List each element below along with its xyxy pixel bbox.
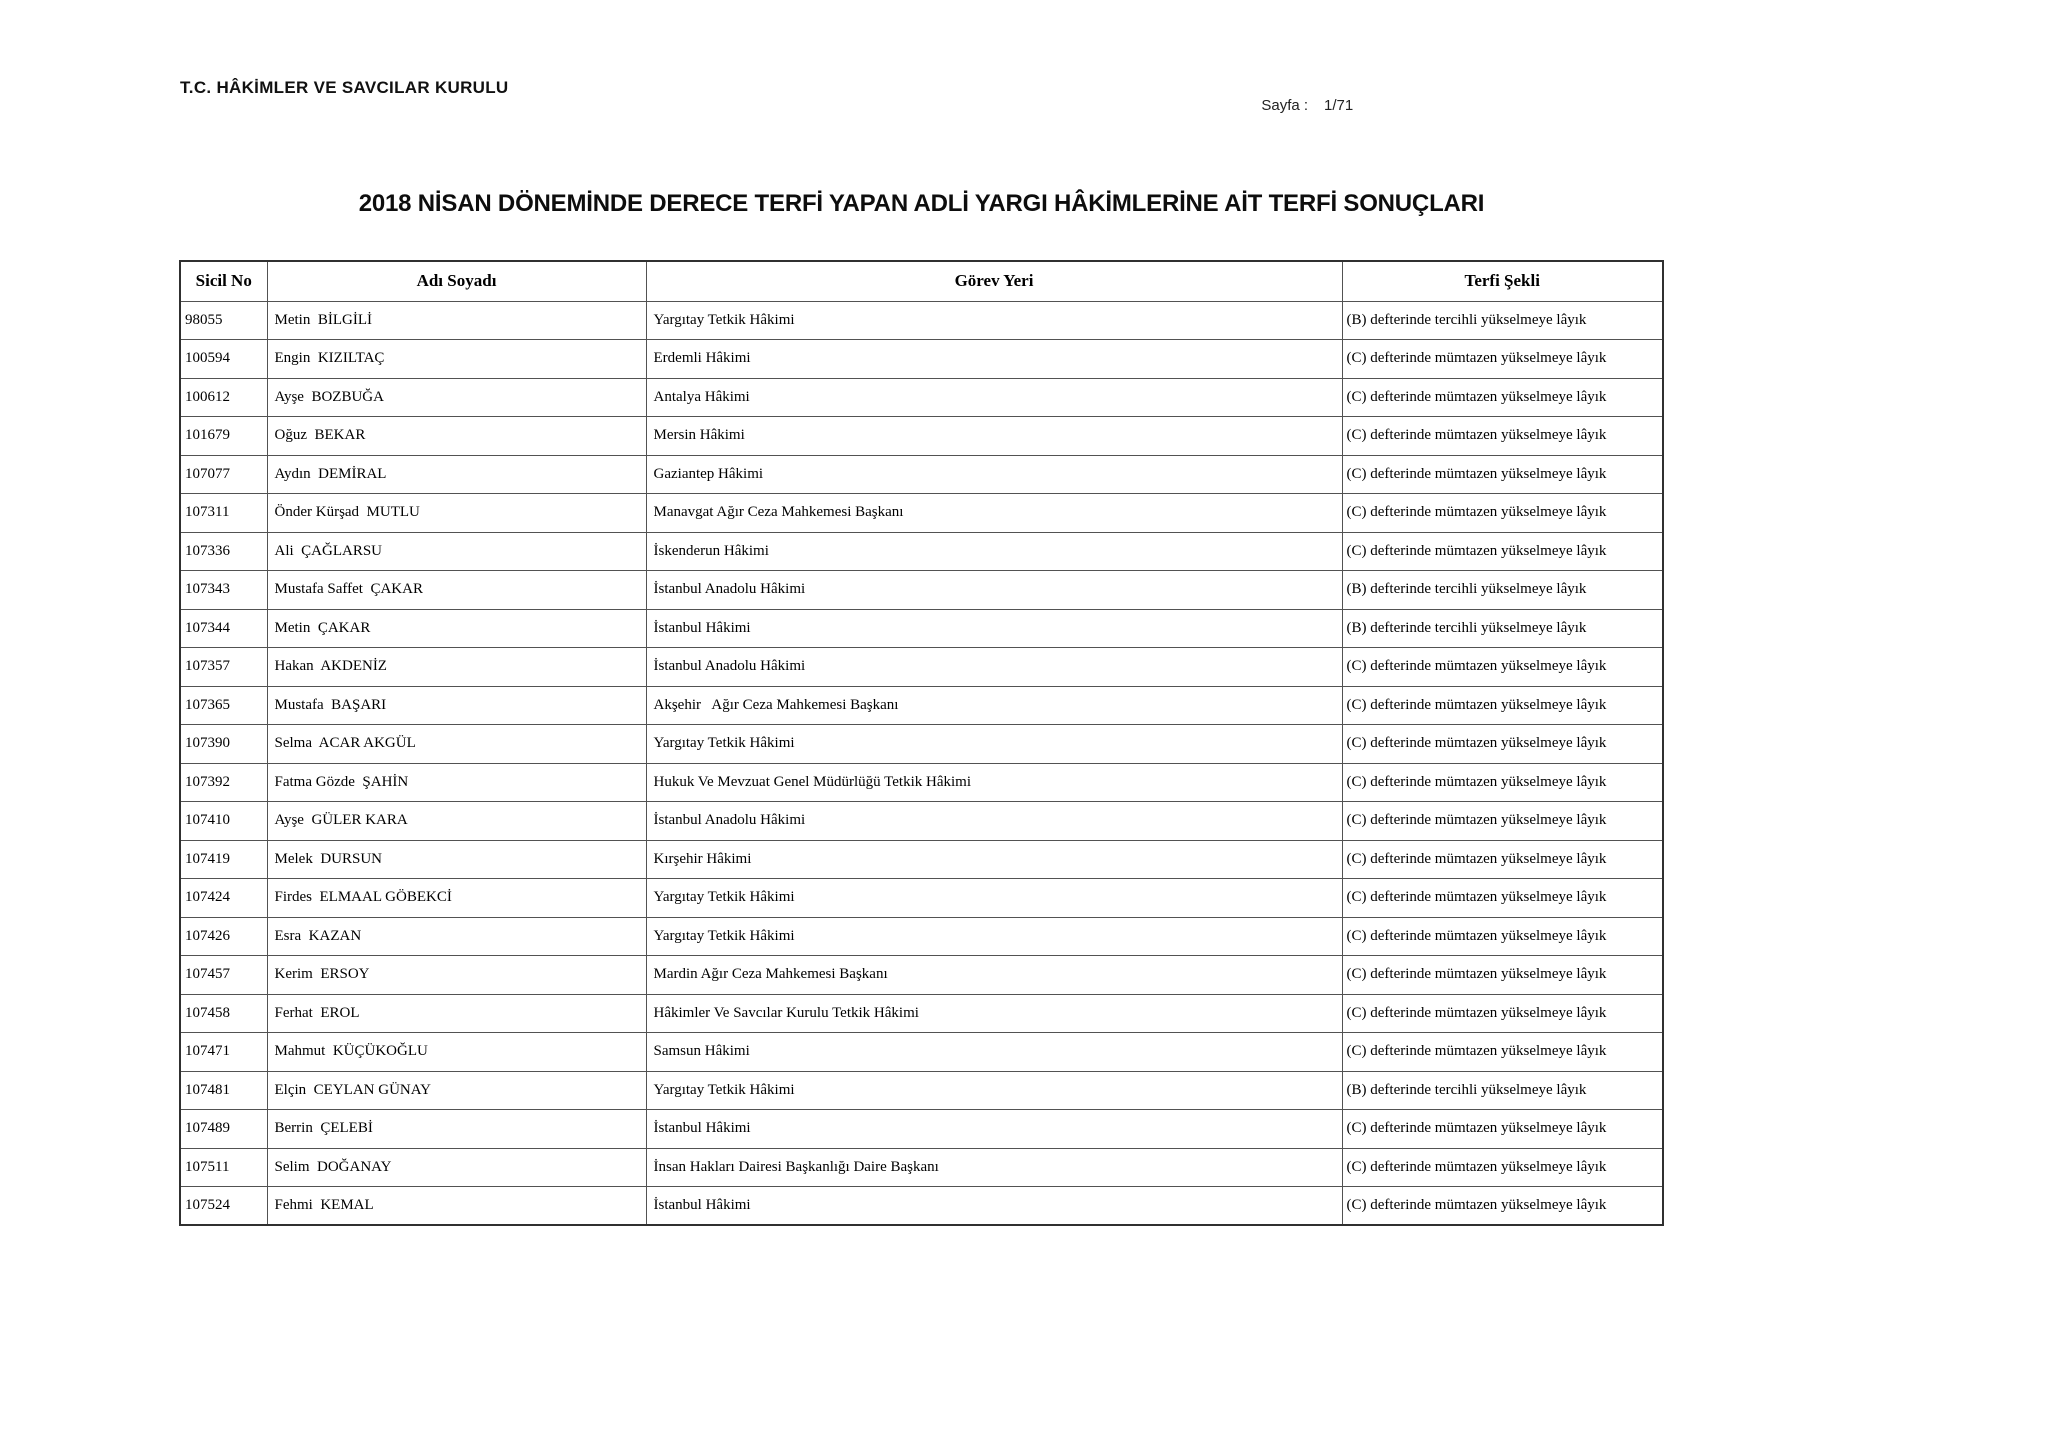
duty-station-cell: Kırşehir Hâkimi — [646, 840, 1342, 879]
duty-station-cell: İstanbul Anadolu Hâkimi — [646, 571, 1342, 610]
table-row — [180, 956, 1663, 995]
sicil-no-cell: 101679 — [180, 417, 267, 456]
duty-station-cell: İnsan Hakları Dairesi Başkanlığı Daire Başkanı — [646, 1148, 1342, 1187]
sicil-no-cell: 107424 — [180, 879, 267, 918]
table-row — [180, 802, 1663, 841]
table-row — [180, 994, 1663, 1033]
promotion-type-cell: (C) defterinde mümtazen yükselmeye lâyık — [1342, 802, 1663, 841]
sicil-no-cell: 107365 — [180, 686, 267, 725]
name-cell: Selma ACAR AKGÜL — [267, 725, 646, 764]
promotion-type-cell: (C) defterinde mümtazen yükselmeye lâyık — [1342, 686, 1663, 725]
duty-station-cell: İstanbul Anadolu Hâkimi — [646, 802, 1342, 841]
promotion-type-cell: (C) defterinde mümtazen yükselmeye lâyık — [1342, 725, 1663, 764]
duty-station-cell: İskenderun Hâkimi — [646, 532, 1342, 571]
promotion-type-cell: (C) defterinde mümtazen yükselmeye lâyık — [1342, 378, 1663, 417]
sicil-no-cell: 107457 — [180, 956, 267, 995]
duty-station-cell: Antalya Hâkimi — [646, 378, 1342, 417]
duty-station-cell: Manavgat Ağır Ceza Mahkemesi Başkanı — [646, 494, 1342, 533]
name-cell: Firdes ELMAAL GÖBEKCİ — [267, 879, 646, 918]
name-cell: Metin BİLGİLİ — [267, 301, 646, 340]
table-row — [180, 1033, 1663, 1072]
table-row — [180, 1148, 1663, 1187]
duty-station-cell: İstanbul Hâkimi — [646, 609, 1342, 648]
promotion-type-cell: (C) defterinde mümtazen yükselmeye lâyık — [1342, 1148, 1663, 1187]
agency-title: T.C. HÂKİMLER VE SAVCILAR KURULU — [180, 78, 509, 97]
sicil-no-cell: 107458 — [180, 994, 267, 1033]
sicil-no-cell: 98055 — [180, 301, 267, 340]
name-cell: Selim DOĞANAY — [267, 1148, 646, 1187]
promotion-type-cell: (B) defterinde tercihli yükselmeye lâyık — [1342, 571, 1663, 610]
promotion-type-cell: (B) defterinde tercihli yükselmeye lâyık — [1342, 301, 1663, 340]
sicil-no-cell: 107410 — [180, 802, 267, 841]
promotion-type-cell: (C) defterinde mümtazen yükselmeye lâyık — [1342, 417, 1663, 456]
sicil-no-cell: 107524 — [180, 1187, 267, 1226]
column-header-gorev-yeri: Görev Yeri — [646, 261, 1342, 301]
duty-station-cell: Hâkimler Ve Savcılar Kurulu Tetkik Hâkimi — [646, 994, 1342, 1033]
duty-station-cell: Yargıtay Tetkik Hâkimi — [646, 1071, 1342, 1110]
duty-station-cell: Hukuk Ve Mevzuat Genel Müdürlüğü Tetkik Hâkimi — [646, 763, 1342, 802]
name-cell: Ayşe GÜLER KARA — [267, 802, 646, 841]
column-header-adi-soyadi: Adı Soyadı — [267, 261, 646, 301]
promotion-type-cell: (C) defterinde mümtazen yükselmeye lâyık — [1342, 917, 1663, 956]
duty-station-cell: Mersin Hâkimi — [646, 417, 1342, 456]
table-row — [180, 648, 1663, 687]
page-number: 1/71 — [1324, 97, 1354, 114]
header-row — [180, 261, 1663, 301]
duty-station-cell: Yargıtay Tetkik Hâkimi — [646, 301, 1342, 340]
table-row — [180, 840, 1663, 879]
page-label: Sayfa : — [1261, 97, 1309, 114]
table-row — [180, 301, 1663, 340]
name-cell: Melek DURSUN — [267, 840, 646, 879]
page-indicator — [1253, 80, 1353, 114]
sicil-no-cell: 100594 — [180, 340, 267, 379]
duty-station-cell: Mardin Ağır Ceza Mahkemesi Başkanı — [646, 956, 1342, 995]
table-row — [180, 1110, 1663, 1149]
promotion-type-cell: (C) defterinde mümtazen yükselmeye lâyık — [1342, 840, 1663, 879]
sicil-no-cell: 107489 — [180, 1110, 267, 1149]
document-title: 2018 NİSAN DÖNEMİNDE DERECE TERFİ YAPAN ADLİ YARGI HÂKİMLERİNE AİT TERFİ SONUÇLARI — [358, 190, 1485, 217]
sicil-no-cell: 107357 — [180, 648, 267, 687]
name-cell: Engin KIZILTAÇ — [267, 340, 646, 379]
table-row — [180, 1187, 1663, 1226]
name-cell: Önder Kürşad MUTLU — [267, 494, 646, 533]
results-table-body — [180, 301, 1663, 1225]
duty-station-cell: İstanbul Hâkimi — [646, 1187, 1342, 1226]
promotion-type-cell: (C) defterinde mümtazen yükselmeye lâyık — [1342, 1033, 1663, 1072]
name-cell: Fatma Gözde ŞAHİN — [267, 763, 646, 802]
promotion-type-cell: (C) defterinde mümtazen yükselmeye lâyık — [1342, 879, 1663, 918]
name-cell: Aydın DEMİRAL — [267, 455, 646, 494]
name-cell: Elçin CEYLAN GÜNAY — [267, 1071, 646, 1110]
results-table — [179, 260, 1664, 1226]
promotion-type-cell: (C) defterinde mümtazen yükselmeye lâyık — [1342, 532, 1663, 571]
table-row — [180, 686, 1663, 725]
promotion-type-cell: (C) defterinde mümtazen yükselmeye lâyık — [1342, 494, 1663, 533]
promotion-type-cell: (C) defterinde mümtazen yükselmeye lâyık — [1342, 648, 1663, 687]
table-row — [180, 1071, 1663, 1110]
name-cell: Kerim ERSOY — [267, 956, 646, 995]
promotion-type-cell: (C) defterinde mümtazen yükselmeye lâyık — [1342, 956, 1663, 995]
sicil-no-cell: 100612 — [180, 378, 267, 417]
promotion-type-cell: (C) defterinde mümtazen yükselmeye lâyık — [1342, 1110, 1663, 1149]
sicil-no-cell: 107419 — [180, 840, 267, 879]
name-cell: Metin ÇAKAR — [267, 609, 646, 648]
table-row — [180, 763, 1663, 802]
sicil-no-cell: 107471 — [180, 1033, 267, 1072]
name-cell: Ayşe BOZBUĞA — [267, 378, 646, 417]
promotion-type-cell: (C) defterinde mümtazen yükselmeye lâyık — [1342, 1187, 1663, 1226]
promotion-type-cell: (C) defterinde mümtazen yükselmeye lâyık — [1342, 340, 1663, 379]
duty-station-cell: İstanbul Hâkimi — [646, 1110, 1342, 1149]
promotion-type-cell: (B) defterinde tercihli yükselmeye lâyık — [1342, 1071, 1663, 1110]
results-table-header — [180, 261, 1663, 301]
promotion-type-cell: (C) defterinde mümtazen yükselmeye lâyık — [1342, 763, 1663, 802]
table-row — [180, 378, 1663, 417]
sicil-no-cell: 107511 — [180, 1148, 267, 1187]
sicil-no-cell: 107344 — [180, 609, 267, 648]
sicil-no-cell: 107336 — [180, 532, 267, 571]
duty-station-cell: Yargıtay Tetkik Hâkimi — [646, 725, 1342, 764]
table-row — [180, 917, 1663, 956]
sicil-no-cell: 107343 — [180, 571, 267, 610]
duty-station-cell: Erdemli Hâkimi — [646, 340, 1342, 379]
sicil-no-cell: 107426 — [180, 917, 267, 956]
promotion-type-cell: (B) defterinde tercihli yükselmeye lâyık — [1342, 609, 1663, 648]
column-header-sicil-no: Sicil No — [180, 261, 267, 301]
name-cell: Berrin ÇELEBİ — [267, 1110, 646, 1149]
name-cell: Esra KAZAN — [267, 917, 646, 956]
name-cell: Ali ÇAĞLARSU — [267, 532, 646, 571]
name-cell: Mahmut KÜÇÜKOĞLU — [267, 1033, 646, 1072]
name-cell: Mustafa Saffet ÇAKAR — [267, 571, 646, 610]
duty-station-cell: Yargıtay Tetkik Hâkimi — [646, 917, 1342, 956]
name-cell: Mustafa BAŞARI — [267, 686, 646, 725]
table-row — [180, 609, 1663, 648]
table-row — [180, 455, 1663, 494]
table-row — [180, 879, 1663, 918]
column-header-terfi-sekli: Terfi Şekli — [1342, 261, 1663, 301]
name-cell: Fehmi KEMAL — [267, 1187, 646, 1226]
table-row — [180, 725, 1663, 764]
name-cell: Hakan AKDENİZ — [267, 648, 646, 687]
table-row — [180, 417, 1663, 456]
sicil-no-cell: 107392 — [180, 763, 267, 802]
name-cell: Ferhat EROL — [267, 994, 646, 1033]
duty-station-cell: Gaziantep Hâkimi — [646, 455, 1342, 494]
table-row — [180, 571, 1663, 610]
sicil-no-cell: 107481 — [180, 1071, 267, 1110]
duty-station-cell: Yargıtay Tetkik Hâkimi — [646, 879, 1342, 918]
duty-station-cell: İstanbul Anadolu Hâkimi — [646, 648, 1342, 687]
name-cell: Oğuz BEKAR — [267, 417, 646, 456]
table-row — [180, 340, 1663, 379]
promotion-type-cell: (C) defterinde mümtazen yükselmeye lâyık — [1342, 455, 1663, 494]
table-row — [180, 494, 1663, 533]
promotion-type-cell: (C) defterinde mümtazen yükselmeye lâyık — [1342, 994, 1663, 1033]
sicil-no-cell: 107077 — [180, 455, 267, 494]
table-row — [180, 532, 1663, 571]
sicil-no-cell: 107311 — [180, 494, 267, 533]
duty-station-cell: Samsun Hâkimi — [646, 1033, 1342, 1072]
sicil-no-cell: 107390 — [180, 725, 267, 764]
duty-station-cell: Akşehir Ağır Ceza Mahkemesi Başkanı — [646, 686, 1342, 725]
